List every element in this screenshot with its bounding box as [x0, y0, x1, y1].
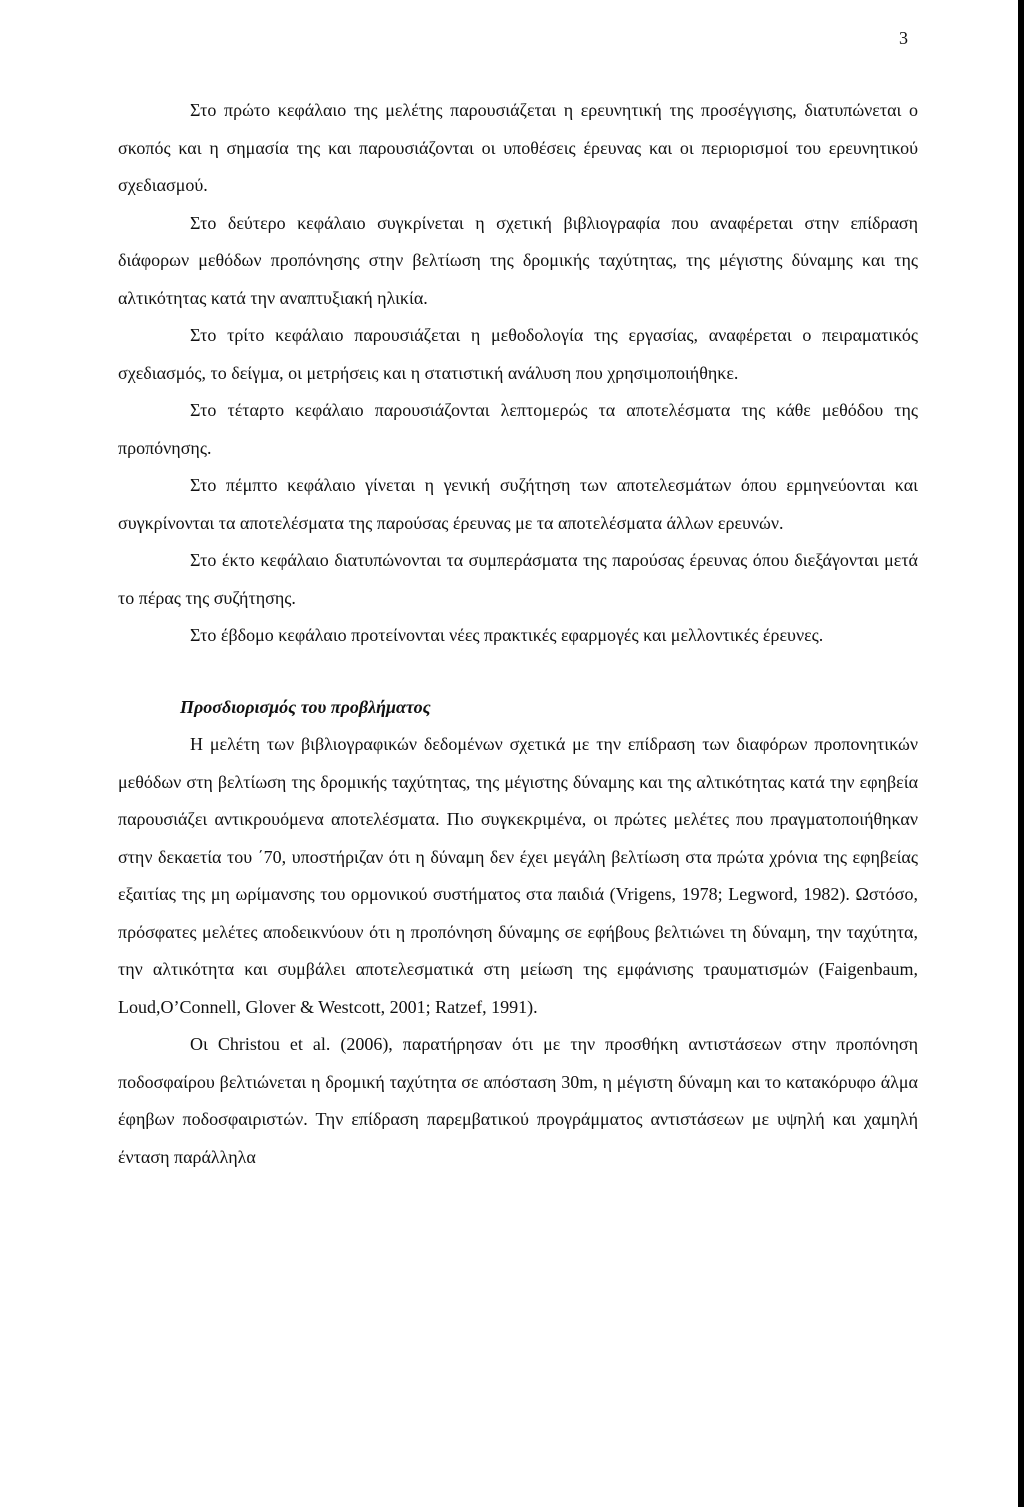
section-spacer	[118, 655, 918, 689]
paragraph-chapter-4: Στο τέταρτο κεφάλαιο παρουσιάζονται λεπτομερώς τα αποτελέσματα της κάθε μεθόδου της προπόνησης.	[118, 400, 918, 458]
page-number: 3	[899, 28, 908, 48]
section-paragraph: Οι Christou et al. (2006), παρατήρησαν ότι με την προσθήκη αντιστάσεων στην προπόνηση ποδοσφαίρου βελτιώνεται η δρομική ταχύτητα σε απόσταση 30m, η μέγιστη δύναμη και το κατακόρυφο άλμα έφηβων ποδοσφαιριστών. Την επίδραση παρεμβατικού προγράμματος αντιστάσεων με υψηλή και χαμηλή ένταση παράλληλα	[118, 1034, 918, 1167]
document-body	[118, 92, 918, 1176]
section-paragraph: Η μελέτη των βιβλιογραφικών δεδομένων σχετικά με την επίδραση των διαφόρων προπονητικών μεθόδων στη βελτίωση της δρομικής ταχύτητας, της μέγιστης δύναμης και της αλτικότητας κατά την εφηβεία παρουσιάζει αντικρουόμενα αποτελέσματα. Πιο συγκεκριμένα, οι πρώτες μελέτες που πραγματοποιήθηκαν στην δεκαετία του ΄70, υποστήριζαν ότι η δύναμη δεν έχει μεγάλη βελτίωση στα πρώτα χρόνια της εφηβείας εξαιτίας της μη ωρίμανσης του ορμονικού συστήματος στα παιδιά (Vrigens, 1978; Legword, 1982). Ωστόσο, πρόσφατες μελέτες αποδεικνύουν ότι η προπόνηση δύναμης σε εφήβους βελτιώνει τη δύναμη, την ταχύτητα, την αλτικότητα και συμβάλει αποτελεσματικά στη μείωση της εμφάνισης τραυματισμών (Faigenbaum, Loud,O’Connell, Glover & Westcott, 2001; Ratzef, 1991).	[118, 734, 918, 1017]
paragraph-chapter-3: Στο τρίτο κεφάλαιο παρουσιάζεται η μεθοδολογία της εργασίας, αναφέρεται ο πειραματικός σχεδιασμός, το δείγμα, οι μετρήσεις και η στατιστική ανάλυση που χρησιμοποιήθηκε.	[118, 325, 918, 383]
paragraph-chapter-1: Στο πρώτο κεφάλαιο της μελέτης παρουσιάζεται η ερευνητική της προσέγγισης, διατυπώνεται ο σκοπός και η σημασία της και παρουσιάζονται οι υποθέσεις έρευνας και οι περιορισμοί του ερευνητικού σχεδιασμού.	[118, 100, 918, 195]
paragraph-chapter-6: Στο έκτο κεφάλαιο διατυπώνονται τα συμπεράσματα της παρούσας έρευνας όπου διεξάγονται μετά το πέρας της συζήτησης.	[118, 550, 918, 608]
paragraph-chapter-7: Στο έβδομο κεφάλαιο προτείνονται νέες πρακτικές εφαρμογές και μελλοντικές έρευνες.	[190, 625, 824, 645]
page-edge	[1018, 0, 1024, 1507]
paragraph-chapter-2: Στο δεύτερο κεφάλαιο συγκρίνεται η σχετική βιβλιογραφία που αναφέρεται στην επίδραση διάφορων μεθόδων προπόνησης στην βελτίωση της δρομικής ταχύτητας, της μέγιστης δύναμης και της αλτικότητας κατά την αναπτυξιακή ηλικία.	[118, 212, 918, 308]
section-heading: Προσδιορισμός του προβλήματος	[180, 696, 431, 717]
paragraph-chapter-5: Στο πέμπτο κεφάλαιο γίνεται η γενική συζήτηση των αποτελεσμάτων όπου ερμηνεύονται και συγκρίνονται τα αποτελέσματα της παρούσας έρευνας με τα αποτελέσματα άλλων ερευνών.	[118, 475, 918, 533]
